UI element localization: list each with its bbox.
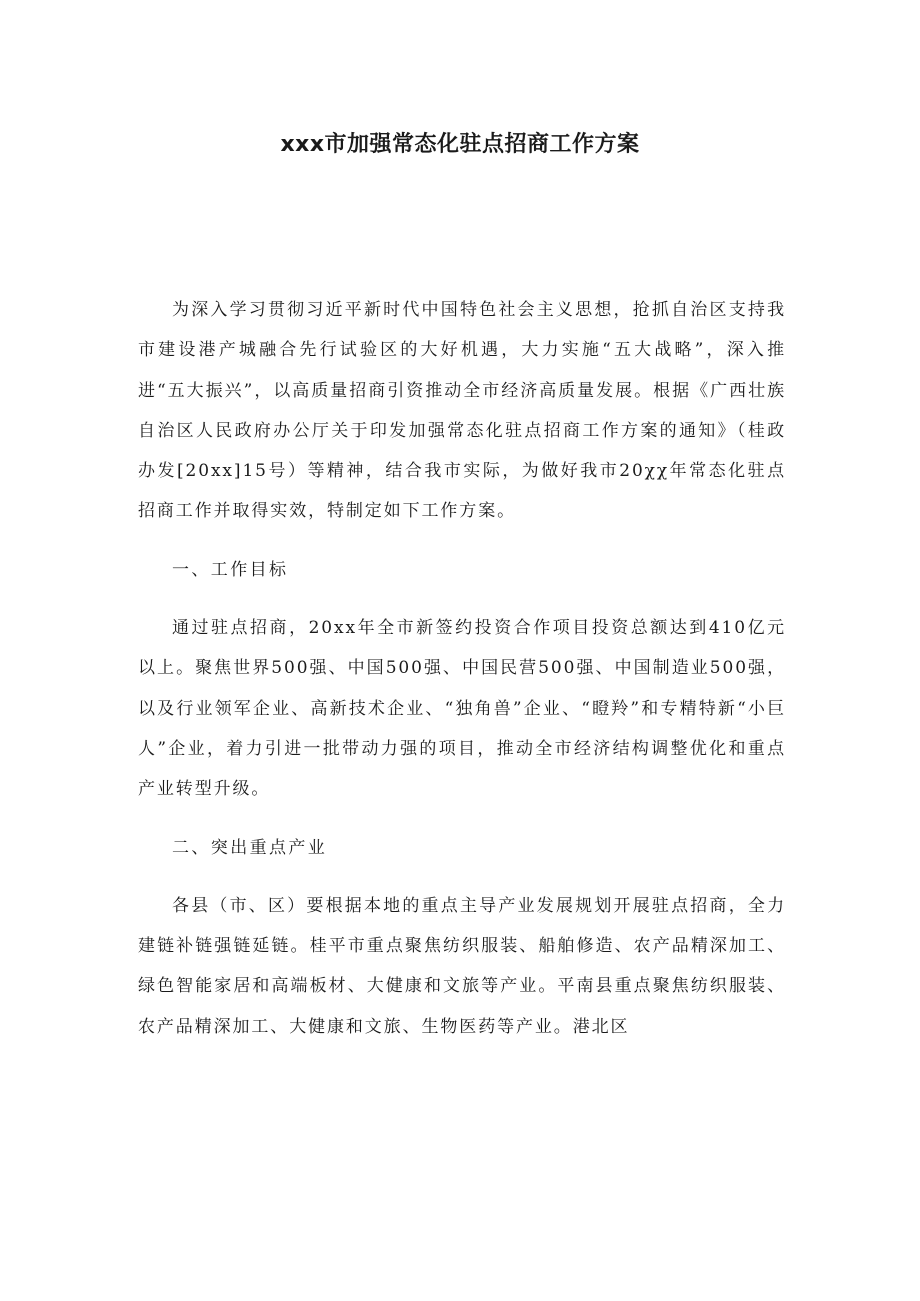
intro-paragraph: 为深入学习贯彻习近平新时代中国特色社会主义思想，抢抓自治区支持我市建设港产城融合先行试验区的大好机遇，大力实施“五大战略”，深入推进“五大振兴”，以高质量招商引资推动全市经济高质量发展。根据《广西壮族自治区人民政府办公厅关于印发加强常态化驻点招商工作方案的通知》（桂政办发[20xx]15号）等精神，结合我市实际，为做好我市20χχ年常态化驻点招商工作并取得实效，特制定如下工作方案。 — [138, 300, 786, 522]
paragraph-gap — [138, 532, 786, 550]
paragraph-gap — [138, 868, 786, 886]
document-title: xxx市加强常态化驻点招商工作方案 — [280, 132, 640, 157]
goals-paragraph: 通过驻点招商，20xx年全市新签约投资合作项目投资总额达到410亿元以上。聚焦世界500强、中国500强、中国民营500强、中国制造业500强，以及行业领军企业、高新技术企业、“独角兽”企业、“瞪羚”和专精特新“小巨人”企业，着力引进一批带动力强的项目，推动全市经济结构调整优化和重点产业转型升级。 — [138, 618, 786, 800]
document-body — [138, 290, 786, 1047]
section-heading-goals: 一、工作目标 — [172, 559, 289, 580]
paragraph-gap — [138, 590, 786, 608]
section-heading-industries: 二、突出重点产业 — [172, 837, 328, 858]
paragraph-gap — [138, 810, 786, 828]
industries-paragraph: 各县（市、区）要根据本地的重点主导产业发展规划开展驻点招商，全力建链补链强链延链。桂平市重点聚焦纺织服装、船舶修造、农产品精深加工、绿色智能家居和高端板材、大健康和文旅等产业。平南县重点聚焦纺织服装、农产品精深加工、大健康和文旅、生物医药等产业。港北区 — [138, 895, 786, 1037]
